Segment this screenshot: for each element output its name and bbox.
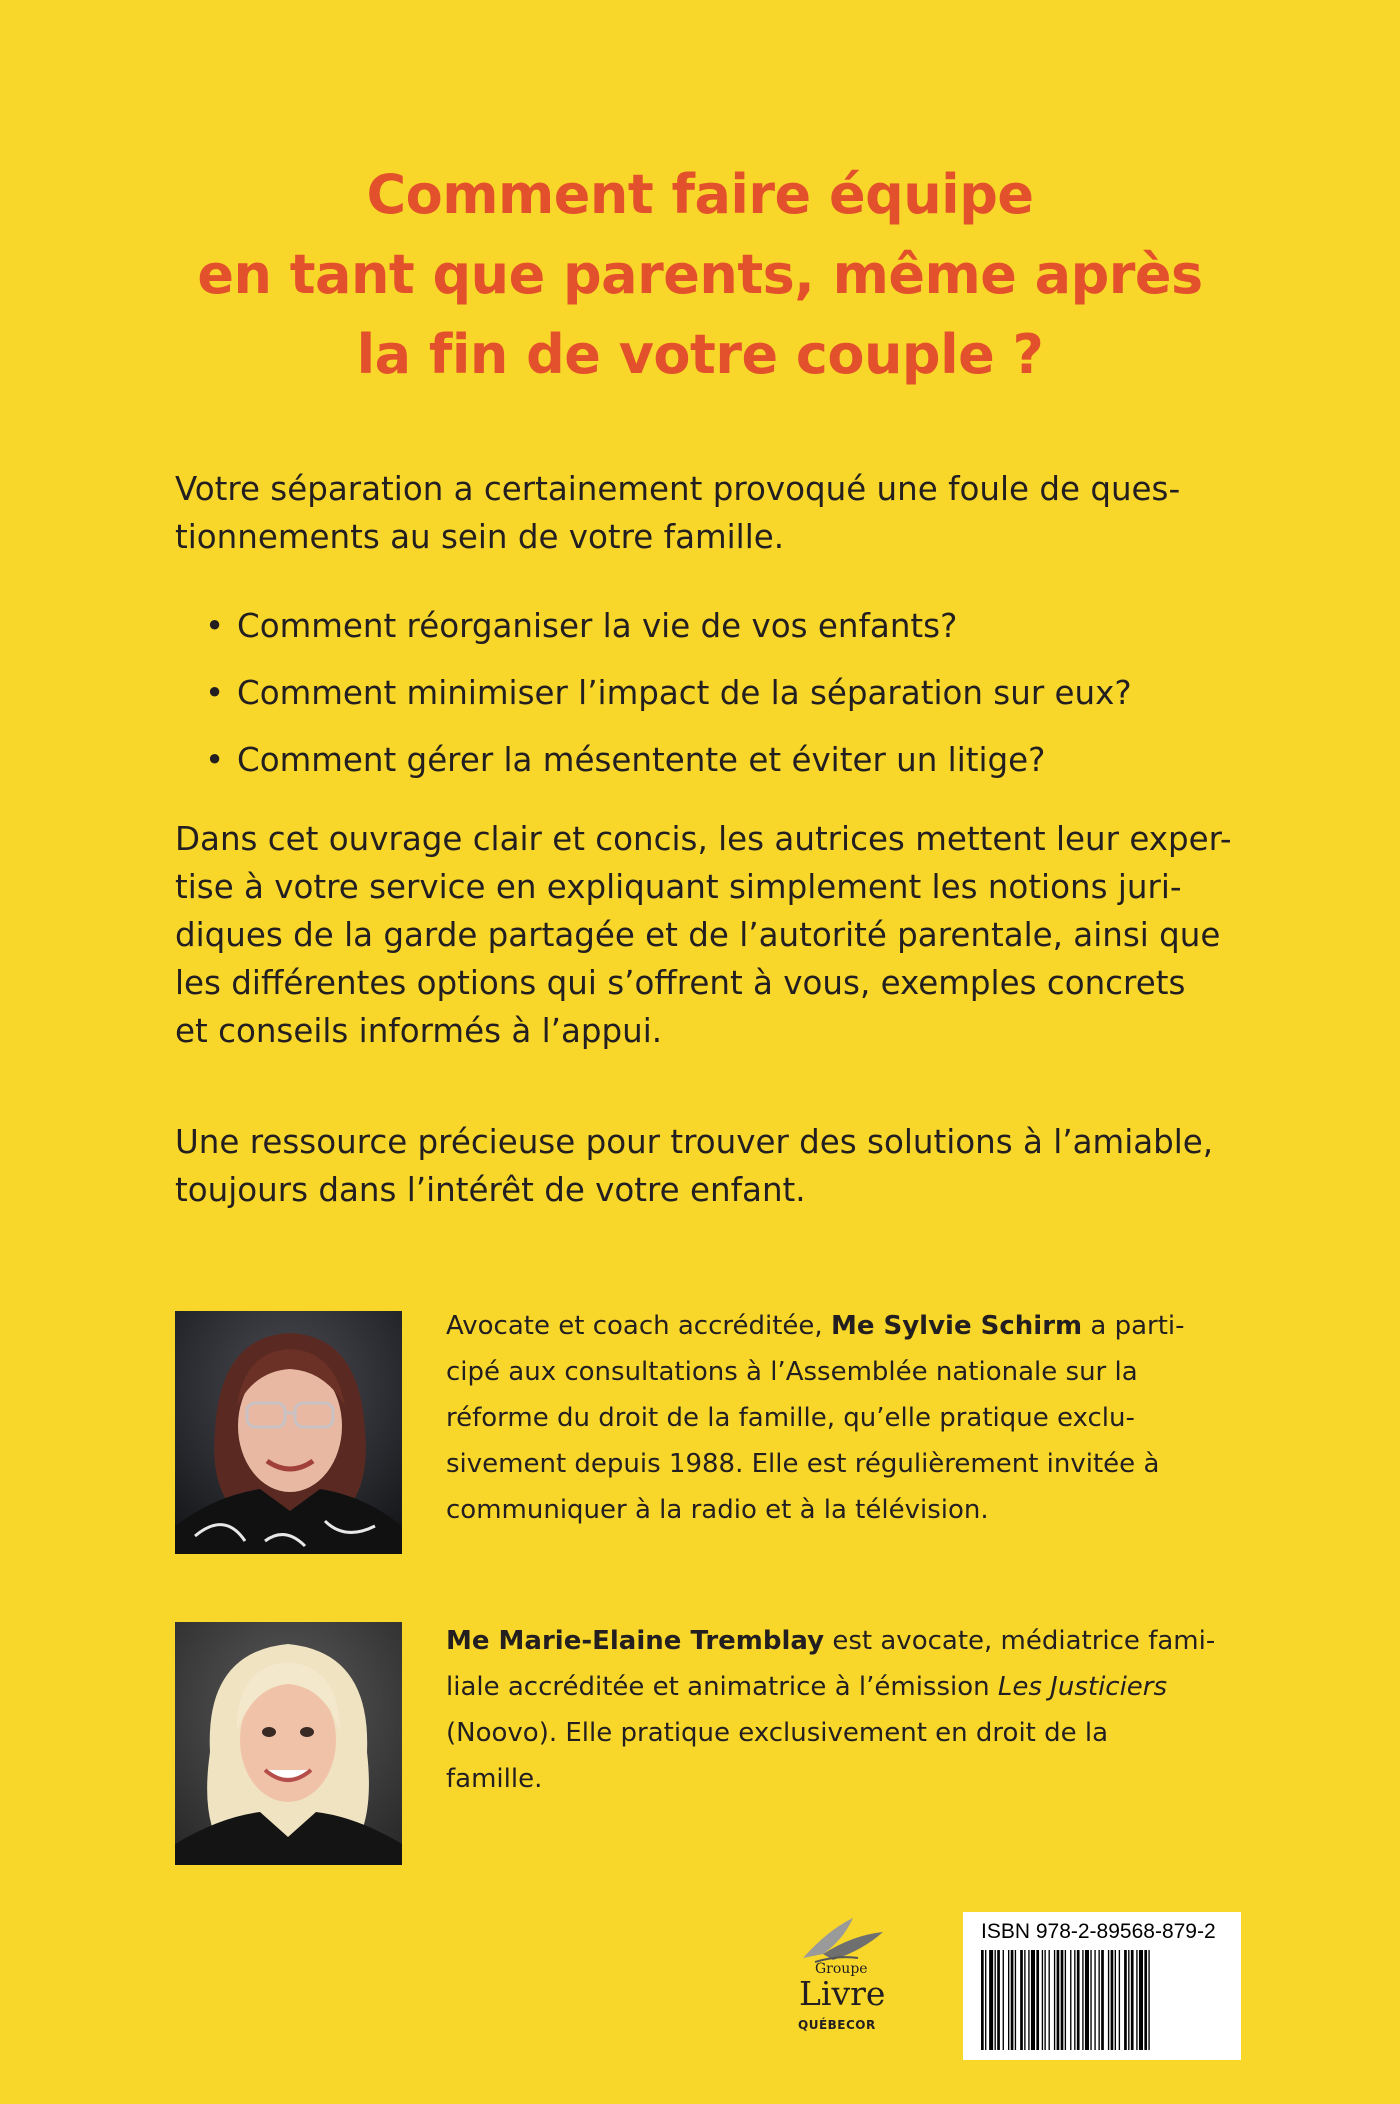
bio-line (446, 1618, 1241, 1664)
bio-line: réforme du droit de la famille, qu’elle pratique exclu- (446, 1403, 1135, 1433)
bio-line: cipé aux consultations à l’Assemblée nationale sur la (446, 1357, 1138, 1387)
description-line: et conseils informés à l’appui. (175, 1012, 663, 1050)
publisher-quebecor: QUÉBECOR (798, 2018, 876, 2032)
bio-line: (Noovo). Elle pratique exclusivement en droit de la (446, 1718, 1109, 1748)
intro-paragraph (175, 465, 1235, 561)
headline-line-1: Comment faire équipe (366, 163, 1034, 226)
author-name: Me Marie-Elaine Tremblay (446, 1626, 825, 1656)
question-text: Comment réorganiser la vie de vos enfants? (237, 607, 958, 645)
author-bio-sylvie-schirm (446, 1303, 1241, 1533)
question-text: Comment minimiser l’impact de la séparation sur eux? (237, 674, 1132, 712)
description-line: Dans cet ouvrage clair et concis, les autrices mettent leur exper- (175, 820, 1232, 858)
barcode-icon (981, 1950, 1225, 2050)
description-line: diques de la garde partagée et de l’autorité parentale, ainsi que (175, 916, 1221, 954)
intro-line: Votre séparation a certainement provoqué une foule de ques- (175, 470, 1181, 508)
show-title: Les Justiciers (997, 1672, 1168, 1702)
closing-paragraph (175, 1118, 1235, 1214)
bullet-icon: • (205, 741, 225, 779)
headline-line-3: la fin de votre couple ? (356, 323, 1044, 386)
publisher-groupe: Groupe (815, 1961, 868, 1977)
list-item (205, 669, 1205, 736)
isbn-number: ISBN 978-2-89568-879-2 (981, 1920, 1216, 1943)
bio-line: sivement depuis 1988. Elle est régulièrement invitée à (446, 1449, 1160, 1479)
description-line: tise à votre service en expliquant simplement les notions juri- (175, 868, 1182, 906)
question-text: Comment gérer la mésentente et éviter un litige? (237, 741, 1046, 779)
intro-line: tionnements au sein de votre famille. (175, 518, 785, 556)
author-name: Me Sylvie Schirm (830, 1311, 1083, 1341)
author-photo-marie-elaine-tremblay (175, 1622, 402, 1865)
closing-line: Une ressource précieuse pour trouver des solutions à l’amiable, (175, 1123, 1214, 1161)
publisher-livre: Livre (799, 1974, 886, 2013)
bullet-icon: • (205, 607, 225, 645)
author-bio-marie-elaine-tremblay (446, 1618, 1241, 1802)
headline-line-2: en tant que parents, même après (197, 243, 1203, 306)
headline (120, 155, 1280, 395)
bio-text: liale accréditée et animatrice à l’émission (446, 1672, 998, 1702)
bio-line: communiquer à la radio et à la télévision. (446, 1495, 989, 1525)
publisher-logo (783, 1910, 898, 2060)
bio-line (446, 1303, 1241, 1349)
closing-line: toujours dans l’intérêt de votre enfant. (175, 1171, 806, 1209)
bio-text: a parti- (1082, 1311, 1185, 1341)
list-item (205, 736, 1205, 803)
bio-line: famille. (446, 1764, 543, 1794)
isbn-barcode-box (963, 1912, 1241, 2060)
bullet-icon: • (205, 674, 225, 712)
author-photo-sylvie-schirm (175, 1311, 402, 1554)
bio-intro: Avocate et coach accréditée, (446, 1311, 831, 1341)
question-list (205, 602, 1205, 803)
bio-line (446, 1664, 1241, 1710)
list-item (205, 602, 1205, 669)
description-line: les différentes options qui s’offrent à vous, exemples concrets (175, 964, 1186, 1002)
bio-text: est avocate, médiatrice fami- (824, 1626, 1216, 1656)
description-paragraph (175, 815, 1235, 1055)
